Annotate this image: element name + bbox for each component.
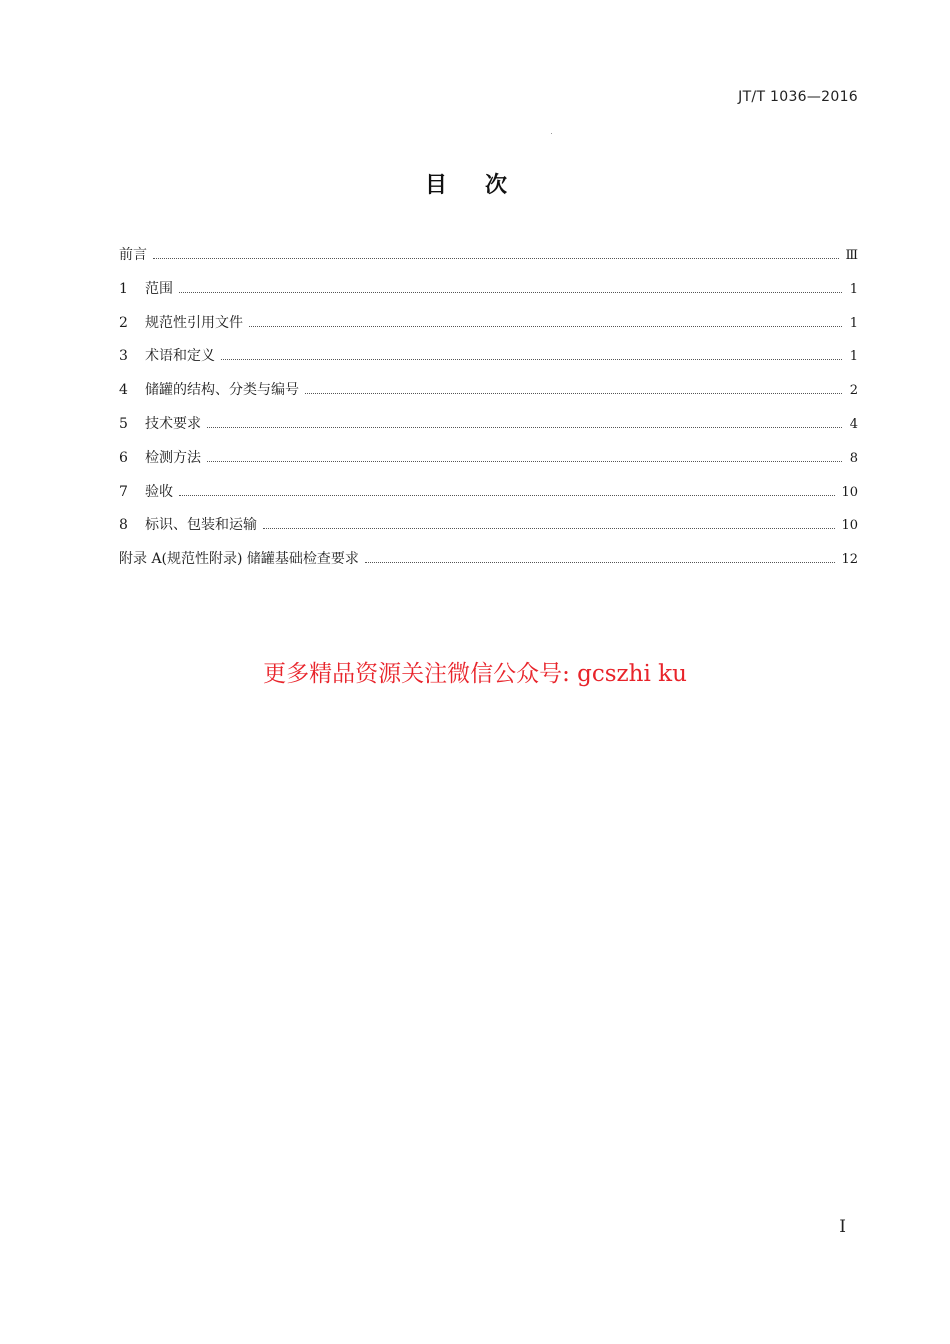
toc-section-number: 3 <box>119 348 128 365</box>
dot-leader <box>207 447 842 462</box>
toc-entry-2[interactable] <box>119 312 858 346</box>
toc-section-number: 8 <box>119 517 128 534</box>
dot-leader <box>207 413 842 428</box>
toc-page-number: 12 <box>841 552 858 568</box>
toc-page-number: 10 <box>841 518 858 534</box>
toc-section-number: 7 <box>119 483 128 500</box>
page-number: I <box>839 1217 846 1237</box>
toc-page-number: 4 <box>849 416 858 432</box>
toc-entry-3[interactable] <box>119 345 858 379</box>
page-title: 目次 <box>424 173 545 198</box>
toc-entry-appendix-a[interactable] <box>119 548 858 582</box>
toc-label: 规范性引用文件 <box>145 314 243 331</box>
dot-leader <box>365 548 836 563</box>
toc-page-number: 10 <box>841 484 858 500</box>
promo-watermark-text: 更多精品资源关注微信公众号: gcszhi ku <box>263 661 687 687</box>
toc-entry-preface[interactable] <box>119 244 858 278</box>
toc-section-number: 1 <box>119 280 128 297</box>
dot-leader <box>153 244 839 259</box>
toc-page-number: 1 <box>849 281 858 297</box>
toc-label: 范围 <box>145 280 173 297</box>
dot-leader <box>179 278 842 293</box>
toc-label: 术语和定义 <box>145 348 215 365</box>
table-of-contents <box>119 244 858 582</box>
dot-leader <box>179 481 835 496</box>
dot-leader <box>221 345 842 360</box>
toc-entry-1[interactable] <box>119 278 858 312</box>
toc-entry-7[interactable] <box>119 481 858 515</box>
toc-label: 前言 <box>119 247 147 263</box>
toc-page-number: 1 <box>849 315 858 331</box>
toc-page-number: Ⅲ <box>845 248 858 263</box>
toc-section-number: 6 <box>119 449 128 466</box>
dot-leader <box>249 312 842 327</box>
toc-entry-4[interactable] <box>119 379 858 413</box>
toc-entry-6[interactable] <box>119 447 858 481</box>
toc-label: 技术要求 <box>145 415 201 432</box>
toc-label: 检测方法 <box>145 449 201 466</box>
toc-section-number: 5 <box>119 415 128 432</box>
scan-speck <box>551 133 552 134</box>
toc-page-number: 8 <box>849 450 858 466</box>
toc-entry-5[interactable] <box>119 413 858 447</box>
toc-label: 标识、包装和运输 <box>145 517 257 534</box>
toc-label: 验收 <box>145 483 173 500</box>
toc-section-number: 4 <box>119 382 128 399</box>
dot-leader <box>263 514 835 529</box>
standard-code: JT/T 1036—2016 <box>738 89 858 105</box>
toc-label: 储罐的结构、分类与编号 <box>145 382 299 399</box>
toc-page-number: 1 <box>849 349 858 365</box>
toc-label: 附录 A(规范性附录) 储罐基础检查要求 <box>119 551 359 568</box>
toc-entry-8[interactable] <box>119 514 858 548</box>
dot-leader <box>305 379 842 394</box>
toc-page-number: 2 <box>849 383 858 399</box>
toc-section-number: 2 <box>119 314 128 331</box>
